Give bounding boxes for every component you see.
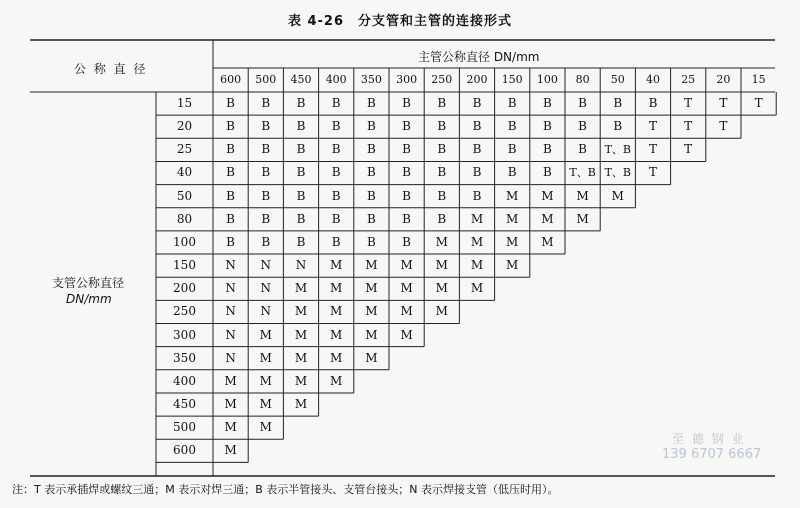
table-cell: M [435, 281, 448, 296]
table-cell: M [435, 234, 448, 249]
table-cell: M [541, 188, 554, 203]
column-header-600: 600 [220, 73, 242, 86]
table-cell: B [226, 188, 235, 203]
table-cell: B [542, 96, 552, 110]
column-header-300: 300 [396, 73, 418, 86]
table-cell: M [365, 281, 378, 296]
table-cell: B [331, 234, 341, 249]
table-cell: B [296, 188, 306, 203]
table-cell: B [296, 142, 306, 157]
table-cell: M [576, 188, 589, 203]
table-cell: T、B [569, 166, 596, 180]
table-cell: B [507, 96, 517, 110]
table-cell: B [402, 96, 411, 110]
table-cell: M [330, 373, 343, 388]
table-cell: M [330, 281, 343, 296]
table-cell: M [224, 443, 237, 458]
table-cell: M [294, 281, 308, 296]
table-cell: M [400, 258, 413, 273]
table-cell: B [613, 119, 623, 134]
table-cell: T [648, 142, 657, 157]
row-header-200: 200 [173, 281, 196, 296]
table-cell: B [578, 96, 587, 110]
table-cell: M [330, 258, 343, 273]
table-cell: T [719, 96, 728, 110]
column-header-500: 500 [255, 73, 277, 86]
branch-pipe-header-2: DN/mm [66, 292, 112, 306]
table-cell: T [684, 96, 693, 110]
table-cell: B [507, 142, 517, 157]
table-cell: M [576, 211, 589, 226]
table-cell: B [402, 211, 411, 226]
table-cell: B [366, 234, 376, 249]
column-header-25: 25 [681, 73, 696, 86]
table-cell: B [472, 119, 482, 134]
table-cell: M [365, 327, 378, 342]
table-cell: B [542, 165, 552, 180]
column-header-400: 400 [325, 73, 347, 86]
table-cell: B [366, 188, 376, 203]
column-header-80: 80 [575, 73, 590, 86]
table-cell: B [437, 119, 447, 134]
table-cell: B [366, 119, 376, 134]
row-header-450: 450 [173, 396, 196, 411]
column-header-40: 40 [645, 73, 660, 86]
table-cell: B [437, 142, 447, 157]
table-cell: M [330, 350, 343, 365]
table-cell: M [400, 304, 413, 319]
table-cell: B [296, 96, 306, 110]
table-cell: M [365, 258, 378, 273]
table-cell: M [294, 327, 308, 342]
table-cell: B [226, 96, 235, 110]
table-cell: M [224, 420, 237, 435]
table-cell: M [294, 350, 308, 365]
table-cell: M [365, 304, 378, 319]
table-cell: B [472, 188, 482, 203]
table-cell: N [225, 304, 236, 319]
table-cell: B [437, 211, 447, 226]
table-cell: B [226, 142, 235, 157]
table-cell: B [472, 96, 482, 110]
row-header-400: 400 [173, 373, 196, 388]
table-cell: B [437, 165, 447, 180]
table-cell: M [330, 327, 343, 342]
watermark-phone: 139 6707 6667 [662, 447, 762, 462]
table-cell: T [648, 165, 657, 180]
column-header-150: 150 [501, 73, 523, 86]
column-header-15: 15 [751, 73, 766, 86]
table-cell: B [296, 234, 306, 249]
table-cell: M [541, 211, 554, 226]
table-cell: M [259, 373, 272, 388]
table-title: 表 4-26 分支管和主管的连接形式 [287, 14, 513, 29]
row-header-350: 350 [173, 350, 196, 365]
table-cell: N [260, 304, 272, 319]
table-cell: B [331, 119, 341, 134]
table-cell: B [402, 188, 411, 203]
table-cell: B [261, 211, 271, 226]
table-cell: M [259, 327, 272, 342]
table-cell: B [472, 165, 482, 180]
column-header-450: 450 [290, 73, 312, 86]
table-cell: M [470, 281, 484, 296]
table-cell: M [506, 234, 519, 249]
table-cell: M [435, 258, 448, 273]
table-cell: B [507, 119, 517, 134]
table-cell: T [719, 119, 728, 134]
table-cell: B [578, 119, 587, 134]
table-cell: M [470, 234, 484, 249]
table-cell: B [261, 96, 271, 110]
table-cell: T [684, 142, 693, 157]
table-note: 注：T 表示承插焊或螺纹三通；M 表示对焊三通；B 表示半管接头、支管台接头；N 表示焊接支管（低压时用）。 [12, 483, 559, 496]
column-header-50: 50 [610, 73, 625, 86]
table-cell: B [437, 96, 447, 110]
table-cell: B [402, 142, 411, 157]
table-cell: N [225, 281, 236, 296]
table-cell: B [578, 142, 587, 157]
table-cell: B [296, 165, 306, 180]
table-cell: B [331, 96, 341, 110]
table-cell: B [226, 165, 235, 180]
row-header-25: 25 [176, 142, 193, 157]
column-header-350: 350 [360, 73, 382, 86]
table-cell: M [259, 396, 272, 411]
table-cell: M [400, 327, 413, 342]
row-header-50: 50 [176, 188, 193, 203]
column-header-250: 250 [431, 73, 453, 86]
table-cell: M [506, 258, 519, 273]
row-header-80: 80 [176, 211, 193, 226]
table-cell: M [541, 234, 554, 249]
table-cell: B [648, 96, 658, 110]
row-header-250: 250 [173, 304, 196, 319]
table-cell: B [261, 119, 271, 134]
table-cell: M [294, 304, 308, 319]
table-cell: T、B [604, 166, 631, 180]
table-cell: N [225, 327, 236, 342]
table-cell: B [261, 142, 271, 157]
table-cell: N [295, 258, 307, 273]
watermark-name: 至 德 钢 业 [672, 432, 746, 446]
table-cell: T [648, 119, 657, 134]
row-header-40: 40 [176, 165, 193, 180]
table-cell: B [331, 142, 341, 157]
table-cell: M [294, 396, 308, 411]
table-cell: B [402, 234, 411, 249]
table-cell: B [366, 165, 376, 180]
table-cell: B [296, 119, 306, 134]
table-cell: B [437, 188, 447, 203]
table-cell: B [261, 165, 271, 180]
table-cell: M [224, 396, 237, 411]
table-cell: T [754, 96, 763, 110]
table-cell: N [225, 350, 236, 365]
table-cell: M [470, 211, 484, 226]
table-cell: B [331, 188, 341, 203]
row-header-20: 20 [176, 119, 193, 134]
table-cell: B [542, 142, 552, 157]
table-cell: N [225, 258, 236, 273]
row-header-150: 150 [173, 258, 196, 273]
table-cell: B [542, 119, 552, 134]
table-cell: T、B [604, 143, 631, 157]
table-cell: M [611, 188, 624, 203]
table-cell: B [402, 119, 411, 134]
branch-pipe-header-1: 支管公称直径 [52, 276, 125, 290]
table-cell: B [226, 119, 235, 134]
row-header-15: 15 [176, 96, 193, 110]
table-cell: B [296, 211, 306, 226]
table-cell: B [331, 165, 341, 180]
table-cell: M [330, 304, 343, 319]
table-cell: T [684, 119, 693, 134]
table-cell: M [259, 350, 272, 365]
table-cell: M [506, 211, 519, 226]
table-cell: B [613, 96, 623, 110]
table-cell: B [507, 165, 517, 180]
column-header-100: 100 [536, 73, 558, 86]
table-cell: M [224, 373, 237, 388]
table-cell: B [261, 234, 271, 249]
row-header-300: 300 [173, 327, 196, 342]
table-cell: M [435, 304, 448, 319]
column-header-200: 200 [466, 73, 488, 86]
table-cell: M [506, 188, 519, 203]
table-cell: B [226, 211, 235, 226]
row-header-600: 600 [173, 443, 196, 458]
table-cell: B [261, 188, 271, 203]
table-cell: B [366, 96, 376, 110]
table-cell: B [331, 211, 341, 226]
table-cell: B [366, 142, 376, 157]
table-cell: M [365, 350, 378, 365]
main-pipe-header: 主管公称直径 DN/mm [418, 50, 540, 64]
table-cell: N [260, 258, 272, 273]
row-header-500: 500 [173, 420, 196, 435]
column-header-20: 20 [716, 73, 731, 86]
table-cell: M [259, 420, 272, 435]
table-cell: B [366, 211, 376, 226]
nominal-diameter-header: 公 称 直 径 [74, 62, 148, 76]
table-cell: B [226, 234, 235, 249]
table-cell: B [402, 165, 411, 180]
table-cell: M [400, 281, 413, 296]
table-cell: M [294, 373, 308, 388]
row-header-100: 100 [173, 234, 196, 249]
table-cell: N [260, 281, 272, 296]
table-cell: M [470, 258, 484, 273]
table-cell: B [472, 142, 482, 157]
